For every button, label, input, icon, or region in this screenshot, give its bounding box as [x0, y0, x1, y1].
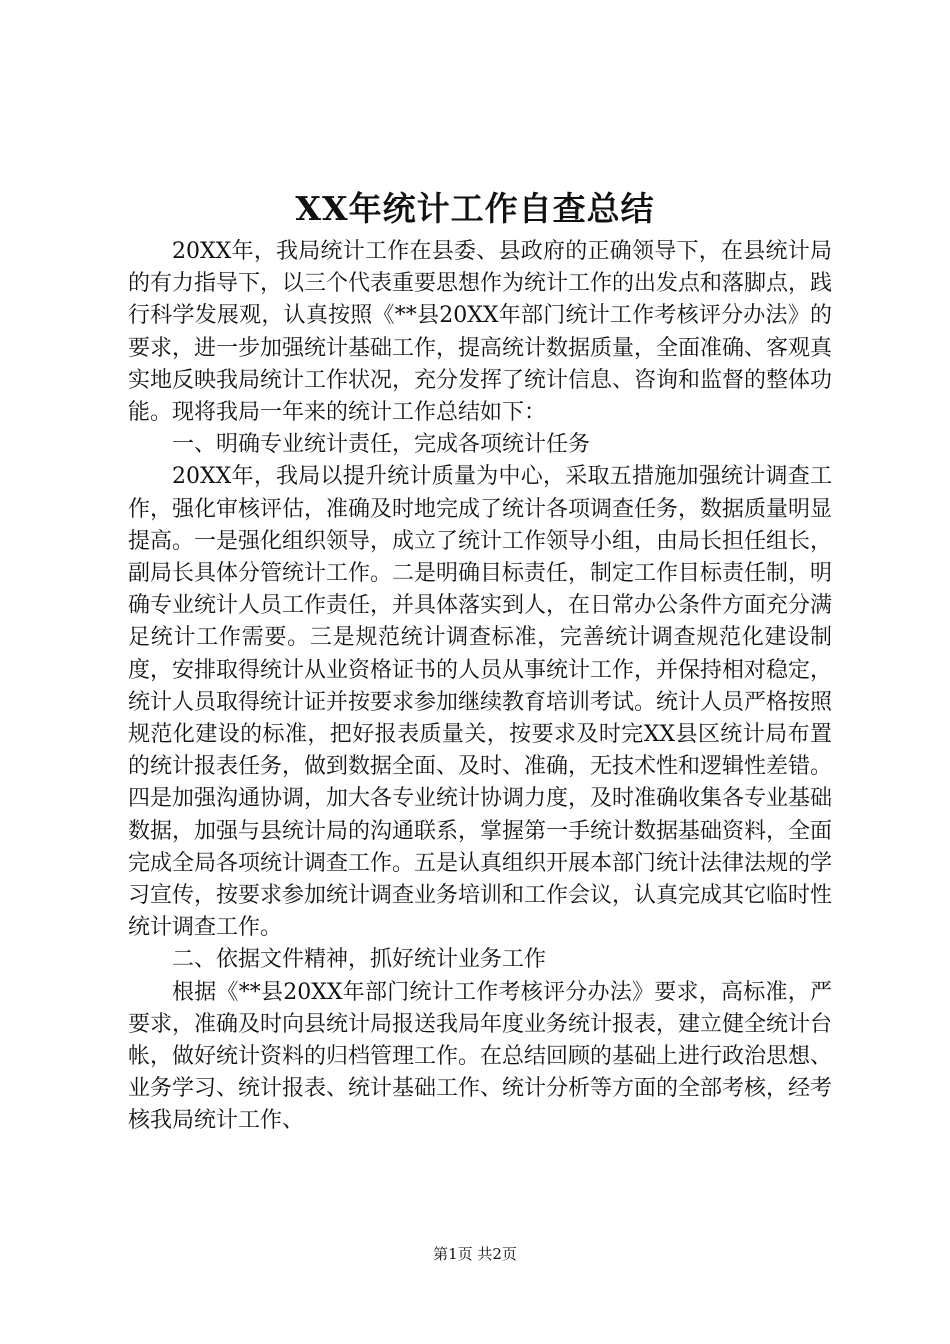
document-title: XX年统计工作自查总结 — [295, 189, 655, 228]
section-heading-2: 二、依据文件精神，抓好统计业务工作 — [172, 947, 547, 973]
paragraph-section-1: 20XX年，我局以提升统计质量为中心，采取五措施加强统计调查工作，强化审核评估，准确及时地完成了统计各项调查任务，数据质量明显提高。一是强化组织领导，成立了统计工作领导小组，由局长担任组长，副局长具体分管统计工作。二是明确目标责任，制定工作目标责任制，明确专业统计人员工作责任，并具体落实到人，在日常办公条件方面充分满足统计工作需要。三是规范统计调查标准，完善统计调查规范化建设制度，安排取得统计从业资格证书的人员从事统计工作，并保持相对稳定，统计人员取得统计证并按要求参加继续教育培训考试。统计人员严格按照规范化建设的标准，把好报表质量关，按要求及时完XX县区统计局布置的统计报表任务，做到数据全面、及时、准确，无技术性和逻辑性差错。四是加强沟通协调，加大各专业统计协调力度，及时准确收集各专业基础数据，加强与县统计局的沟通联系，掌握第一手统计数据基础资料，全面完成全局各项统计调查工作。五是认真组织开展本部门统计法律法规的学习宣传，按要求参加统计调查业务培训和工作会议，认真完成其它临时性统计调查工作。 — [128, 464, 833, 941]
page-number-footer: 第1页 共2页 — [433, 1245, 517, 1263]
paragraph-intro: 20XX年，我局统计工作在县委、县政府的正确领导下，在县统计局的有力指导下，以三个代表重要思想作为统计工作的出发点和落脚点，践行科学发展观，认真按照《**县20XX年部门统计工作考核评分办法》的要求，进一步加强统计基础工作，提高统计数据质量，全面准确、客观真实地反映我局统计工作状况，充分发挥了统计信息、咨询和监督的整体功能。现将我局一年来的统计工作总结如下： — [128, 239, 833, 426]
document-body — [128, 236, 832, 1138]
paragraph-section-2: 根据《**县20XX年部门统计工作考核评分办法》要求，高标准，严要求，准确及时向县统计局报送我局年度业务统计报表，建立健全统计台帐，做好统计资料的归档管理工作。在总结回顾的基础上进行政治思想、业务学习、统计报表、统计基础工作、统计分析等方面的全部考核，经考核我局统计工作、 — [128, 979, 833, 1134]
section-heading-1: 一、明确专业统计责任，完成各项统计任务 — [172, 432, 591, 458]
